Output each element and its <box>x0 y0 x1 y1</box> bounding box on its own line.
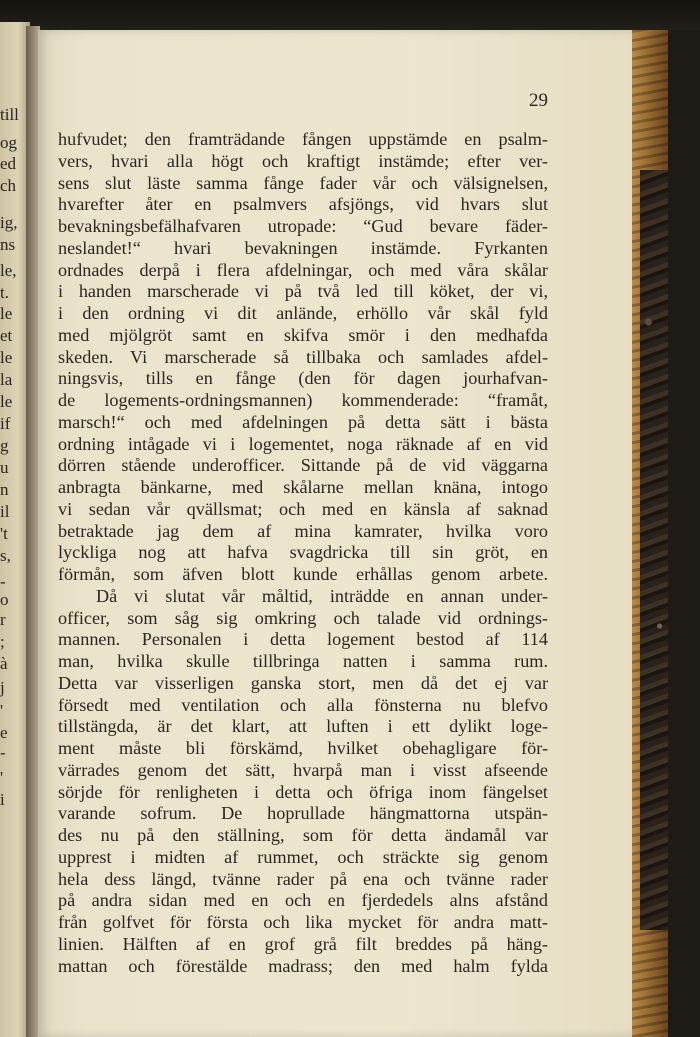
book-page <box>38 30 634 1037</box>
text-line: de logements-ordningsmannen) kommenderade: “framåt, <box>58 390 548 410</box>
facing-page-fragment: o <box>0 590 9 609</box>
facing-page-fragment: s, <box>0 546 11 565</box>
text-line: tillstängda, är det klart, att luften i ett dylikt loge- <box>58 716 548 737</box>
text-line: vi sedan vår qvällsmat; och med en känsla af saknad <box>58 498 548 519</box>
text-line: skeden. Vi marscherade så tillbaka och samlades afdel- <box>58 346 548 367</box>
text-line: på andra sidan med en och en fjerdedels alns afstånd <box>58 890 548 911</box>
body-text <box>58 129 548 977</box>
facing-page-fragment: i <box>0 790 5 809</box>
facing-page-fragment: le <box>0 304 13 323</box>
facing-page-fragment: - <box>0 572 6 591</box>
text-line: mattan och förestälde madrass; den med halm fylda <box>58 955 548 976</box>
facing-page-fragment: t. <box>0 283 9 302</box>
facing-page-fragment: la <box>0 370 13 389</box>
text-line: vers, hvari alla högt och kraftigt instämde; efter ver- <box>58 150 548 171</box>
facing-page-fragment: till <box>0 105 19 124</box>
text-line: neslandet!“ hvari bevakningen instämde. Fyrkanten <box>58 237 548 258</box>
text-line: marsch!“ och med afdelningen på detta sätt i bästa <box>58 411 548 432</box>
text-line: med mjölgröt samt en skifva smör i den medhafda <box>58 324 548 345</box>
text-line: officer, som såg sig omkring och talade vid ordnings- <box>58 607 548 628</box>
text-line: des nu på den ställning, som för detta ändamål var <box>58 825 548 845</box>
facing-page-fragment: ed <box>0 154 17 173</box>
text-line: betraktade jag dem af mina kamrater, hvilka voro <box>58 520 548 541</box>
text-line: ordnades derpå i flera afdelningar, och med våra skålar <box>58 259 548 280</box>
facing-page-fragment: à <box>0 654 8 673</box>
text-line: i handen marscherade vi på två led till köket, der vi, <box>58 281 548 302</box>
facing-page-fragment: r <box>0 610 6 629</box>
text-line: anbragta bänkarne, med skålarne mellan knäna, intogo <box>58 477 548 497</box>
facing-page-fragment: j <box>0 678 5 697</box>
facing-page-fragment: - <box>0 743 6 762</box>
facing-page-fragment: e <box>0 723 8 742</box>
background-right <box>668 30 700 1037</box>
text-line: lyckliga nog att hafva svagdricka till sin gröt, en <box>58 542 548 563</box>
text-line: Detta var visserligen ganska stort, men då det ej var <box>58 672 548 693</box>
text-line: hufvudet; den framträdande fången uppstämde en psalm- <box>58 129 548 149</box>
text-line: försedt med ventilation och alla fönsterna nu blefvo <box>58 694 548 715</box>
facing-page-fragment: ' <box>0 701 4 720</box>
text-line: hvarefter åter en psalmvers afsjöngs, vid hvars slut <box>58 194 548 215</box>
facing-page-fragment: n <box>0 480 9 499</box>
text-line: Då vi slutat vår måltid, inträdde en annan under- <box>96 585 548 606</box>
facing-page-fragment: ns <box>0 235 16 254</box>
facing-page-fragment: ' <box>0 768 4 787</box>
marbled-cover <box>640 170 668 930</box>
facing-page-fragment: g <box>0 436 9 455</box>
text-line: bevakningsbefälhafvaren utropade: “Gud bevare fäder- <box>58 216 548 236</box>
facing-page-fragment: if <box>0 414 11 433</box>
facing-page-fragment: ; <box>0 632 5 651</box>
facing-page-fragment: et <box>0 326 13 345</box>
text-line: ordning intågade vi i logementet, noga räknade af en vid <box>58 433 548 454</box>
text-line: ningsvis, tills en fånge (den för dagen jourhafvan- <box>58 368 548 389</box>
facing-page-fragment: le <box>0 392 13 411</box>
text-line: upprest i midten af rummet, och sträckte sig genom <box>58 846 548 867</box>
facing-page-fragment: ig, <box>0 213 18 232</box>
text-line: i den ordning vi dit anlände, erhöllo vår skål fyld <box>58 303 548 323</box>
facing-page-fragment: og <box>0 133 17 152</box>
facing-page-fragment: 't <box>0 524 8 543</box>
text-line: varande sofrum. De hoprullade hängmattorna utspän- <box>58 803 548 824</box>
facing-page-fragment: le <box>0 348 13 367</box>
page-number: 29 <box>529 90 548 111</box>
text-line: hela dess längd, tvänne rader på ena och tvänne rader <box>58 868 548 889</box>
facing-page-fragment: u <box>0 458 9 477</box>
facing-page-fragment: le, <box>0 261 17 280</box>
facing-page-fragment: ch <box>0 176 17 195</box>
text-line: man, hvilka skulle tillbringa natten i samma rum. <box>58 651 548 671</box>
text-line: värrades genom det sätt, hvarpå man i visst afseende <box>58 759 548 780</box>
text-line: linien. Hälften af en grof grå filt breddes på häng- <box>58 933 548 954</box>
text-line: förmån, som äfven blott kunde erhållas genom arbete. <box>58 564 548 584</box>
text-line: mannen. Personalen i detta logement bestod af 114 <box>58 629 548 650</box>
text-line: dörren stående underofficer. Sittande på de vid väggarna <box>58 455 548 476</box>
text-line: ment måste bli förskämd, hvilket obehagligare för- <box>58 738 548 758</box>
text-line: från golfvet för första och lika mycket för andra matt- <box>58 912 548 932</box>
text-line: sörjde för renligheten i detta och öfriga inom fängelset <box>58 781 548 802</box>
text-line: sens slut läste samma fånge fader vår och välsignelsen, <box>58 172 548 193</box>
background-top <box>0 0 700 30</box>
facing-page-fragment: il <box>0 502 10 521</box>
